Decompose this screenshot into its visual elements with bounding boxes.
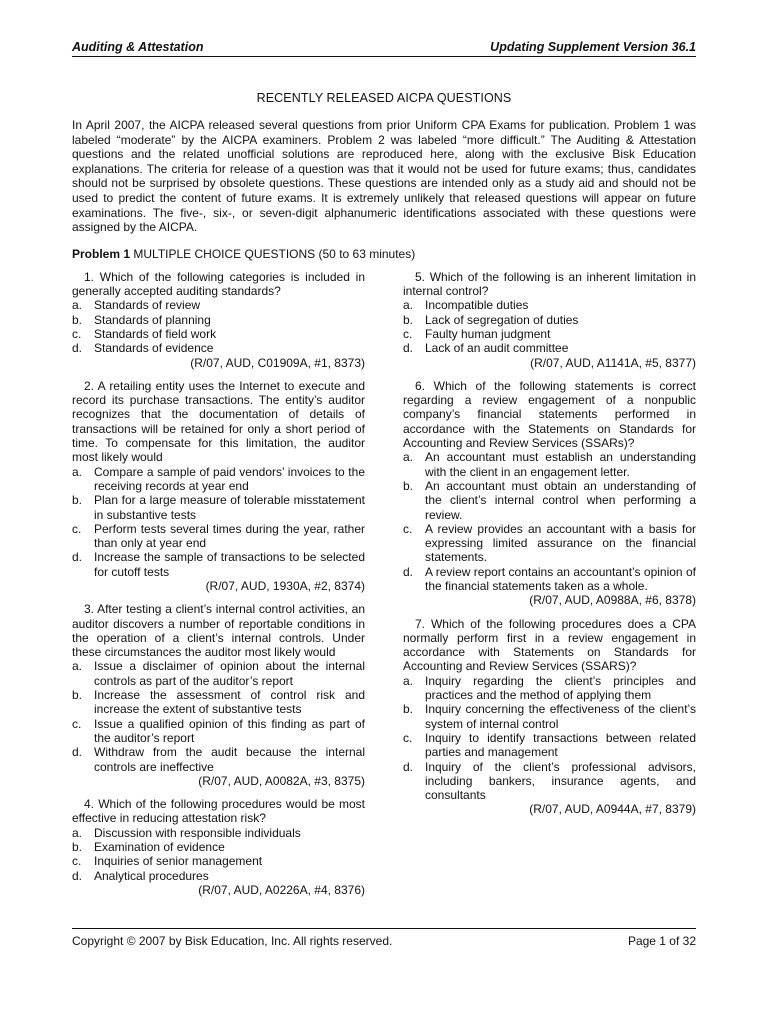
question-7 <box>403 617 696 817</box>
option-letter: b. <box>403 312 414 327</box>
option-letter: b. <box>403 478 414 493</box>
question-stem: 3. After testing a client’s internal control activities, an auditor discovers a number of reportable conditions in the operation of a client’s internal controls. Under these circumstances the auditor most likely would <box>72 602 365 660</box>
option-letter: a. <box>403 298 414 313</box>
question-stem: 1. Which of the following categories is included in generally accepted auditing standards? <box>72 269 365 299</box>
answer-option-b <box>72 840 365 854</box>
question-reference: (R/07, AUD, C01909A, #1, 8373) <box>190 355 365 370</box>
answer-option-d <box>403 565 696 594</box>
question-reference: (R/07, AUD, A0226A, #4, 8376) <box>198 882 365 897</box>
option-letter: a. <box>72 464 83 479</box>
option-text: Issue a disclaimer of opinion about the internal controls as part of the auditor’s report <box>94 659 365 688</box>
option-text: Inquiry of the client’s professional advisors, including bankers, insurance agents, and consultants <box>425 759 696 803</box>
option-letter: d. <box>403 341 414 356</box>
answer-option-b <box>403 479 696 522</box>
option-text: Faulty human judgment <box>425 326 551 341</box>
document-page <box>72 40 696 960</box>
question-reference: (R/07, AUD, 1930A, #2, 8374) <box>205 578 365 593</box>
answer-option-a <box>72 659 365 688</box>
option-text: Standards of evidence <box>94 341 214 356</box>
page-title: RECENTLY RELEASED AICPA QUESTIONS <box>256 91 512 105</box>
answer-option-c <box>72 717 365 746</box>
answer-option-a <box>72 826 365 840</box>
option-letter: c. <box>72 521 82 536</box>
question-reference: (R/07, AUD, A1141A, #5, 8377) <box>530 355 696 370</box>
option-letter: b. <box>72 688 83 703</box>
answer-option-c <box>72 854 365 868</box>
answer-option-a <box>403 450 696 479</box>
problem-label: Problem 1 <box>72 246 131 261</box>
answer-option-b <box>72 313 365 327</box>
option-text: Inquiry regarding the client’s principles and practices and the method of applying them <box>425 673 696 703</box>
option-text: Standards of review <box>94 298 201 313</box>
question-2 <box>72 379 365 593</box>
question-stem: 5. Which of the following is an inherent limitation in internal control? <box>403 269 696 299</box>
copyright-notice: Copyright © 2007 by Bisk Education, Inc. All rights reserved. <box>72 934 393 948</box>
answer-option-d <box>72 550 365 579</box>
answer-option-a <box>72 465 365 494</box>
option-letter: d. <box>403 759 414 774</box>
option-text: Lack of an audit committee <box>425 341 569 356</box>
option-letter: d. <box>72 745 83 760</box>
option-text: Examination of evidence <box>94 840 225 855</box>
question-stem: 2. A retailing entity uses the Internet to execute and record its purchase transactions. The entity’s auditor recognizes that the documentation of details of transactions will be retained for only a short period of time. To compensate for this limitation, the auditor most likely would <box>72 378 365 465</box>
question-reference: (R/07, AUD, A0988A, #6, 8378) <box>529 593 696 608</box>
answer-option-d <box>72 869 365 883</box>
left-column <box>72 270 365 906</box>
option-letter: b. <box>72 493 83 508</box>
answer-option-b <box>403 313 696 327</box>
option-letter: a. <box>72 659 83 674</box>
answer-option-a <box>72 298 365 312</box>
option-text: A review report contains an accountant’s opinion of the financial statements taken as a whole. <box>425 564 696 593</box>
option-letter: a. <box>72 298 83 313</box>
option-text: Analytical procedures <box>94 868 209 883</box>
question-6 <box>403 379 696 608</box>
question-stem: 4. Which of the following procedures would be most effective in reducing attestation risk? <box>72 797 365 826</box>
answer-option-a <box>403 674 696 703</box>
option-text: Lack of segregation of duties <box>425 312 579 327</box>
option-letter: a. <box>403 673 414 688</box>
option-text: Standards of field work <box>94 326 217 341</box>
option-letter: c. <box>403 730 413 745</box>
option-text: A review provides an accountant with a basis for expressing limited assurance on the financial statements. <box>425 521 696 565</box>
option-text: Compare a sample of paid vendors’ invoices to the receiving records at year end <box>94 464 365 493</box>
answer-option-a <box>403 298 696 312</box>
answer-option-c <box>403 327 696 341</box>
option-letter: c. <box>72 716 82 731</box>
option-text: An accountant must establish an understanding with the client in an engagement letter. <box>425 450 696 479</box>
option-text: Perform tests several times during the year, rather than only at year end <box>94 521 365 551</box>
option-text: Incompatible duties <box>425 298 529 313</box>
option-text: Discussion with responsible individuals <box>94 825 301 840</box>
answer-option-d <box>72 341 365 355</box>
option-text: An accountant must obtain an understanding of the client’s internal control when performing a review. <box>425 478 696 522</box>
question-5 <box>403 270 696 370</box>
question-1 <box>72 270 365 370</box>
question-stem: 7. Which of the following procedures does a CPA normally perform first in a review engagement in accordance with Statements on Standards for Accounting and Review Services (SSARS)? <box>403 616 696 674</box>
running-header <box>72 40 696 57</box>
option-letter: c. <box>72 326 82 341</box>
answer-option-b <box>72 493 365 522</box>
option-text: Issue a qualified opinion of this finding as part of the auditor’s report <box>94 716 365 745</box>
option-letter: c. <box>403 326 413 341</box>
answer-option-b <box>403 702 696 731</box>
question-stem: 6. Which of the following statements is correct regarding a review engagement of a nonpublic company’s financial statements performed in accordance with the Statements on Standards for Accounting and Review Services (SSARs)? <box>403 378 696 451</box>
answer-option-d <box>403 760 696 803</box>
header-subject: Auditing & Attestation <box>72 40 204 54</box>
answer-option-b <box>72 688 365 717</box>
option-text: Increase the assessment of control risk and increase the extent of substantive tests <box>94 688 365 717</box>
option-text: Withdraw from the audit because the internal controls are ineffective <box>94 745 365 774</box>
option-letter: b. <box>403 702 414 717</box>
option-text: Standards of planning <box>94 312 211 327</box>
option-letter: d. <box>403 564 414 579</box>
page-number: Page 1 of 32 <box>627 934 696 948</box>
option-letter: a. <box>403 450 414 465</box>
option-letter: c. <box>403 521 413 536</box>
option-letter: d. <box>72 868 83 883</box>
option-letter: d. <box>72 550 83 565</box>
header-version: Updating Supplement Version 36.1 <box>490 40 696 54</box>
intro-paragraph: In April 2007, the AICPA released several questions from prior Uniform CPA Exams for publication. Problem 1 was labeled “moderate” by the AICPA examiners. Problem 2 was labeled “more difficult.” The Auditing & Attestation questions and the related unofficial solutions are reproduced here, along with the exclusive Bisk Education explanations. The criteria for release of a question was that it would not be used for future exams; thus, candidates should not be surprised by obsolete questions. These questions are intended only as a study aid and should not be used to predict the content of future exams. It is extremely unlikely that released questions will appear on future examinations. The five-, six-, or seven-digit alphanumeric identifications associated with these questions were assigned by the AICPA. <box>72 118 696 235</box>
option-text: Inquiry concerning the effectiveness of the client’s system of internal control <box>425 702 696 731</box>
answer-option-c <box>403 522 696 565</box>
problem-description: MULTIPLE CHOICE QUESTIONS (50 to 63 minutes) <box>133 246 416 261</box>
answer-option-c <box>72 327 365 341</box>
answer-option-d <box>72 745 365 774</box>
option-text: Inquiry to identify transactions between related parties and management <box>425 730 696 760</box>
answer-option-c <box>403 731 696 760</box>
option-letter: b. <box>72 840 83 855</box>
option-letter: c. <box>72 854 82 869</box>
option-text: Increase the sample of transactions to be selected for cutoff tests <box>94 550 365 579</box>
question-3 <box>72 602 365 788</box>
option-text: Plan for a large measure of tolerable misstatement in substantive tests <box>94 493 365 522</box>
option-letter: b. <box>72 312 83 327</box>
questions-area <box>72 270 696 930</box>
page-footer <box>72 928 696 948</box>
option-letter: a. <box>72 825 83 840</box>
answer-option-c <box>72 522 365 551</box>
question-reference: (R/07, AUD, A0082A, #3, 8375) <box>198 773 365 788</box>
option-text: Inquiries of senior management <box>94 854 263 869</box>
question-4 <box>72 797 365 897</box>
answer-option-d <box>403 341 696 355</box>
question-reference: (R/07, AUD, A0944A, #7, 8379) <box>529 802 696 817</box>
option-letter: d. <box>72 341 83 356</box>
right-column <box>403 270 696 826</box>
problem-heading <box>72 247 696 261</box>
